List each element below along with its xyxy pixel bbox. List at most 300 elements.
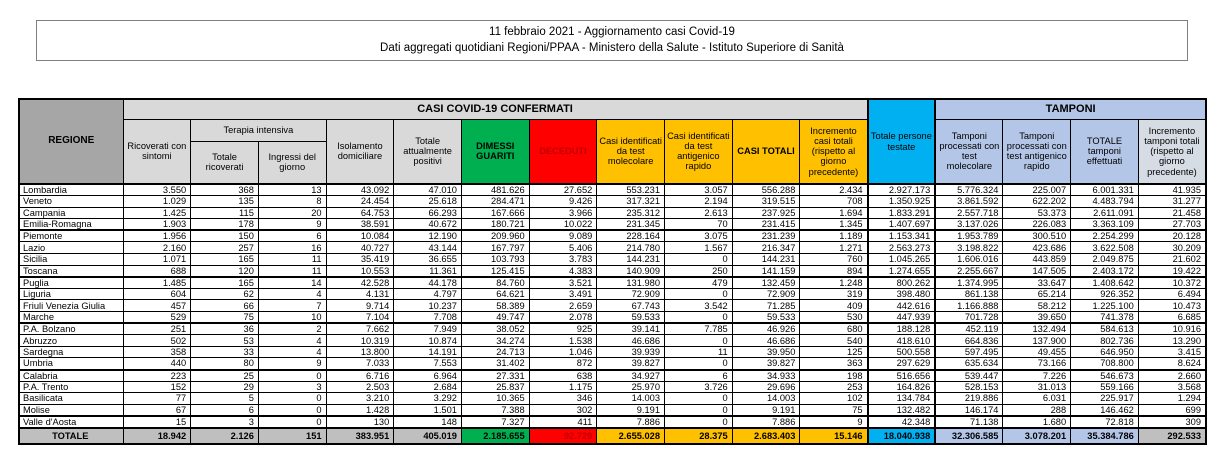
value-cell: 7.886 <box>732 416 800 428</box>
value-cell: 9.089 <box>529 230 597 242</box>
value-cell: 3 <box>191 416 259 428</box>
value-cell: 0 <box>665 335 733 347</box>
region-cell: P.A. Bolzano <box>19 323 123 335</box>
value-cell: 398.480 <box>868 288 936 300</box>
region-cell: Puglia <box>19 277 123 289</box>
value-cell: 253 <box>800 381 868 393</box>
value-cell: 1.271 <box>800 242 868 254</box>
value-cell: 6.001.331 <box>1071 184 1139 196</box>
value-cell: 559.166 <box>1071 381 1139 393</box>
value-cell: 0 <box>258 416 326 428</box>
value-cell: 7.104 <box>326 312 394 324</box>
value-cell: 14.191 <box>394 346 462 358</box>
value-cell: 3.491 <box>529 288 597 300</box>
value-cell: 58.389 <box>461 300 529 312</box>
value-cell: 70 <box>665 219 733 231</box>
value-cell: 31.013 <box>1003 381 1071 393</box>
value-cell: 66.293 <box>394 207 462 219</box>
value-cell: 16 <box>258 242 326 254</box>
value-cell: 926.352 <box>1071 288 1139 300</box>
region-cell: Abruzzo <box>19 335 123 347</box>
value-cell: 5.406 <box>529 242 597 254</box>
region-cell: Toscana <box>19 265 123 277</box>
value-cell: 646.950 <box>1071 346 1139 358</box>
value-cell: 77 <box>123 393 191 405</box>
value-cell: 5.776.324 <box>935 184 1003 196</box>
value-cell: 418.610 <box>868 335 936 347</box>
value-cell: 2.503 <box>326 381 394 393</box>
value-cell: 1.345 <box>800 219 868 231</box>
value-cell: 0 <box>258 393 326 405</box>
value-cell: 21.458 <box>1138 207 1206 219</box>
value-cell: 25 <box>191 370 259 382</box>
value-cell: 64.753 <box>326 207 394 219</box>
value-cell: 125 <box>800 346 868 358</box>
value-cell: 231.345 <box>597 219 665 231</box>
value-cell: 27.652 <box>529 184 597 196</box>
value-cell: 1.501 <box>394 404 462 416</box>
table-row <box>19 393 1206 405</box>
value-cell: 11 <box>258 265 326 277</box>
value-cell: 288 <box>1003 404 1071 416</box>
value-cell: 894 <box>800 265 868 277</box>
value-cell: 3.057 <box>665 184 733 196</box>
value-cell: 2.434 <box>800 184 868 196</box>
value-cell: 9 <box>258 219 326 231</box>
value-cell: 368 <box>191 184 259 196</box>
value-cell: 297.629 <box>868 358 936 370</box>
value-cell: 500.558 <box>868 346 936 358</box>
value-cell: 13.800 <box>326 346 394 358</box>
value-cell: 8.624 <box>1138 358 1206 370</box>
value-cell: 33.647 <box>1003 277 1071 289</box>
value-cell: 40.727 <box>326 242 394 254</box>
value-cell: 2.160 <box>123 242 191 254</box>
value-cell: 0 <box>665 254 733 266</box>
value-cell: 1.045.265 <box>868 254 936 266</box>
value-cell: 29.696 <box>732 381 800 393</box>
value-cell: 7.708 <box>394 312 462 324</box>
value-cell: 1.425 <box>123 207 191 219</box>
table-row <box>19 265 1206 277</box>
col-header-tamponi-antigenico: Tamponi processati con test antigenico rapido <box>1003 119 1071 184</box>
value-cell: 73.166 <box>1003 358 1071 370</box>
value-cell: 31.277 <box>1138 196 1206 208</box>
value-cell: 1.166.888 <box>935 300 1003 312</box>
total-value-cell: 32.306.585 <box>935 428 1003 444</box>
value-cell: 3.550 <box>123 184 191 196</box>
value-cell: 152 <box>123 381 191 393</box>
value-cell: 10.874 <box>394 335 462 347</box>
col-header-positivi: Totale attualmente positivi <box>394 119 462 184</box>
table-row <box>19 242 1206 254</box>
value-cell: 0 <box>258 404 326 416</box>
value-cell: 539.447 <box>935 370 1003 382</box>
value-cell: 423.686 <box>1003 242 1071 254</box>
value-cell: 80 <box>191 358 259 370</box>
value-cell: 0 <box>665 288 733 300</box>
value-cell: 1.903 <box>123 219 191 231</box>
value-cell: 33 <box>191 346 259 358</box>
value-cell: 130 <box>326 416 394 428</box>
value-cell: 53 <box>191 335 259 347</box>
table-body <box>19 184 1206 444</box>
value-cell: 1.606.016 <box>935 254 1003 266</box>
value-cell: 358 <box>123 346 191 358</box>
value-cell: 3.568 <box>1138 381 1206 393</box>
value-cell: 302 <box>529 404 597 416</box>
value-cell: 319.515 <box>732 196 800 208</box>
value-cell: 3.210 <box>326 393 394 405</box>
value-cell: 25.618 <box>394 196 462 208</box>
value-cell: 38.052 <box>461 323 529 335</box>
value-cell: 443.859 <box>1003 254 1071 266</box>
value-cell: 481.626 <box>461 184 529 196</box>
value-cell: 144.231 <box>732 254 800 266</box>
value-cell: 25.970 <box>597 381 665 393</box>
value-cell: 72.818 <box>1071 416 1139 428</box>
covid-table <box>18 98 1207 445</box>
value-cell: 144.231 <box>597 254 665 266</box>
value-cell: 1.833.291 <box>868 207 936 219</box>
value-cell: 20 <box>258 207 326 219</box>
value-cell: 226.083 <box>1003 219 1071 231</box>
value-cell: 10.916 <box>1138 323 1206 335</box>
col-header-totale-ricoverati: Totale ricoverati <box>191 141 259 184</box>
col-header-isolamento: Isolamento domiciliare <box>326 119 394 184</box>
value-cell: 540 <box>800 335 868 347</box>
value-cell: 4.131 <box>326 288 394 300</box>
value-cell: 36.655 <box>394 254 462 266</box>
value-cell: 529 <box>123 312 191 324</box>
col-header-ricoverati: Ricoverati con sintomi <box>123 119 191 184</box>
value-cell: 3.137.026 <box>935 219 1003 231</box>
value-cell: 7.327 <box>461 416 529 428</box>
value-cell: 1.046 <box>529 346 597 358</box>
value-cell: 1.408.642 <box>1071 277 1139 289</box>
value-cell: 4.797 <box>394 288 462 300</box>
value-cell: 346 <box>529 393 597 405</box>
value-cell: 65.214 <box>1003 288 1071 300</box>
value-cell: 872 <box>529 358 597 370</box>
value-cell: 141.159 <box>732 265 800 277</box>
region-cell: Valle d'Aosta <box>19 416 123 428</box>
value-cell: 46.686 <box>732 335 800 347</box>
value-cell: 3.966 <box>529 207 597 219</box>
region-cell: Friuli Venezia Giulia <box>19 300 123 312</box>
value-cell: 39.950 <box>732 346 800 358</box>
value-cell: 219.886 <box>935 393 1003 405</box>
value-cell: 3.542 <box>665 300 733 312</box>
value-cell: 6.964 <box>394 370 462 382</box>
value-cell: 49.455 <box>1003 346 1071 358</box>
value-cell: 10.553 <box>326 265 394 277</box>
value-cell: 2.255.667 <box>935 265 1003 277</box>
value-cell: 553.231 <box>597 184 665 196</box>
total-value-cell: 35.384.786 <box>1071 428 1139 444</box>
value-cell: 251 <box>123 323 191 335</box>
value-cell: 309 <box>1138 416 1206 428</box>
region-cell: Sardegna <box>19 346 123 358</box>
value-cell: 25.837 <box>461 381 529 393</box>
value-cell: 1.225.100 <box>1071 300 1139 312</box>
value-cell: 20.128 <box>1138 230 1206 242</box>
value-cell: 6.685 <box>1138 312 1206 324</box>
value-cell: 214.780 <box>597 242 665 254</box>
value-cell: 43.144 <box>394 242 462 254</box>
value-cell: 7.886 <box>597 416 665 428</box>
region-cell: Piemonte <box>19 230 123 242</box>
value-cell: 708 <box>800 196 868 208</box>
value-cell: 2.254.299 <box>1071 230 1139 242</box>
value-cell: 14.003 <box>732 393 800 405</box>
value-cell: 2.563.273 <box>868 242 936 254</box>
value-cell: 134.784 <box>868 393 936 405</box>
value-cell: 84.760 <box>461 277 529 289</box>
total-value-cell: 2.126 <box>191 428 259 444</box>
value-cell: 39.827 <box>732 358 800 370</box>
value-cell: 15 <box>123 416 191 428</box>
value-cell: 3.292 <box>394 393 462 405</box>
value-cell: 3.415 <box>1138 346 1206 358</box>
report-title: 11 febbraio 2021 - Aggiornamento casi Covid-19 <box>489 26 735 38</box>
value-cell: 3.521 <box>529 277 597 289</box>
total-label-cell: TOTALE <box>19 428 123 444</box>
value-cell: 546.673 <box>1071 370 1139 382</box>
table-row <box>19 346 1206 358</box>
value-cell: 31.402 <box>461 358 529 370</box>
total-value-cell: 3.078.201 <box>1003 428 1071 444</box>
value-cell: 502 <box>123 335 191 347</box>
col-header-deceduti: DECEDUTI <box>529 119 597 184</box>
value-cell: 2.194 <box>665 196 733 208</box>
value-cell: 40.672 <box>394 219 462 231</box>
value-cell: 9 <box>258 358 326 370</box>
value-cell: 10.473 <box>1138 300 1206 312</box>
value-cell: 62 <box>191 288 259 300</box>
value-cell: 71.138 <box>935 416 1003 428</box>
value-cell: 10.319 <box>326 335 394 347</box>
value-cell: 19.422 <box>1138 265 1206 277</box>
value-cell: 165 <box>191 277 259 289</box>
value-cell: 10.365 <box>461 393 529 405</box>
value-cell: 2.927.173 <box>868 184 936 196</box>
value-cell: 178 <box>191 219 259 231</box>
value-cell: 38.591 <box>326 219 394 231</box>
value-cell: 58.212 <box>1003 300 1071 312</box>
value-cell: 4 <box>258 335 326 347</box>
band-tamponi: TAMPONI <box>935 99 1206 119</box>
value-cell: 257 <box>191 242 259 254</box>
value-cell: 10 <box>258 312 326 324</box>
value-cell: 319 <box>800 288 868 300</box>
value-cell: 1.175 <box>529 381 597 393</box>
region-cell: Campania <box>19 207 123 219</box>
value-cell: 250 <box>665 265 733 277</box>
value-cell: 7.226 <box>1003 370 1071 382</box>
value-cell: 635.634 <box>935 358 1003 370</box>
table-row <box>19 381 1206 393</box>
value-cell: 802.736 <box>1071 335 1139 347</box>
value-cell: 741.378 <box>1071 312 1139 324</box>
region-cell: P.A. Trento <box>19 381 123 393</box>
table-row <box>19 312 1206 324</box>
value-cell: 0 <box>665 404 733 416</box>
value-cell: 216.347 <box>732 242 800 254</box>
value-cell: 3.198.822 <box>935 242 1003 254</box>
value-cell: 10.237 <box>394 300 462 312</box>
value-cell: 66 <box>191 300 259 312</box>
value-cell: 701.728 <box>935 312 1003 324</box>
value-cell: 9 <box>800 416 868 428</box>
value-cell: 75 <box>800 404 868 416</box>
value-cell: 131.980 <box>597 277 665 289</box>
value-cell: 53.373 <box>1003 207 1071 219</box>
value-cell: 664.836 <box>935 335 1003 347</box>
value-cell: 2.403.172 <box>1071 265 1139 277</box>
value-cell: 4.483.794 <box>1071 196 1139 208</box>
table-row <box>19 184 1206 196</box>
value-cell: 7.388 <box>461 404 529 416</box>
value-cell: 39.650 <box>1003 312 1071 324</box>
value-cell: 102 <box>800 393 868 405</box>
value-cell: 2 <box>258 323 326 335</box>
region-cell: Lombardia <box>19 184 123 196</box>
table-row <box>19 323 1206 335</box>
value-cell: 7.785 <box>665 323 733 335</box>
total-value-cell: 18.040.938 <box>868 428 936 444</box>
value-cell: 9.714 <box>326 300 394 312</box>
value-cell: 3.783 <box>529 254 597 266</box>
value-cell: 6.031 <box>1003 393 1071 405</box>
value-cell: 223 <box>123 370 191 382</box>
value-cell: 1.374.995 <box>935 277 1003 289</box>
value-cell: 11.361 <box>394 265 462 277</box>
value-cell: 27.331 <box>461 370 529 382</box>
value-cell: 235.312 <box>597 207 665 219</box>
table-row <box>19 219 1206 231</box>
value-cell: 0 <box>258 370 326 382</box>
value-cell: 228.164 <box>597 230 665 242</box>
value-cell: 1.567 <box>665 242 733 254</box>
col-header-ingressi-giorno: Ingressi del giorno <box>258 141 326 184</box>
value-cell: 0 <box>665 393 733 405</box>
value-cell: 36 <box>191 323 259 335</box>
table-row <box>19 207 1206 219</box>
value-cell: 140.909 <box>597 265 665 277</box>
value-cell: 11 <box>665 346 733 358</box>
value-cell: 1.680 <box>1003 416 1071 428</box>
value-cell: 132.459 <box>732 277 800 289</box>
value-cell: 447.939 <box>868 312 936 324</box>
value-cell: 64.621 <box>461 288 529 300</box>
value-cell: 7.949 <box>394 323 462 335</box>
value-cell: 30.209 <box>1138 242 1206 254</box>
value-cell: 284.471 <box>461 196 529 208</box>
value-cell: 6 <box>258 230 326 242</box>
value-cell: 440 <box>123 358 191 370</box>
value-cell: 409 <box>800 300 868 312</box>
value-cell: 7 <box>258 300 326 312</box>
total-value-cell: 28.375 <box>665 428 733 444</box>
table-header <box>19 99 1206 184</box>
total-row <box>19 428 1206 444</box>
value-cell: 3.622.508 <box>1071 242 1139 254</box>
value-cell: 1.071 <box>123 254 191 266</box>
value-cell: 132.494 <box>1003 323 1071 335</box>
region-cell: Calabria <box>19 370 123 382</box>
value-cell: 29 <box>191 381 259 393</box>
col-header-tamponi-molecolare: Tamponi processati con test molecolare <box>935 119 1003 184</box>
value-cell: 43.092 <box>326 184 394 196</box>
value-cell: 3.075 <box>665 230 733 242</box>
value-cell: 0 <box>665 358 733 370</box>
col-header-incremento-casi: Incremento casi totali (rispetto al giorno precedente) <box>800 119 868 184</box>
value-cell: 34.927 <box>597 370 665 382</box>
value-cell: 75 <box>191 312 259 324</box>
value-cell: 317.321 <box>597 196 665 208</box>
value-cell: 24.454 <box>326 196 394 208</box>
total-value-cell: 2.185.655 <box>461 428 529 444</box>
value-cell: 2.049.875 <box>1071 254 1139 266</box>
value-cell: 4 <box>258 346 326 358</box>
value-cell: 46.686 <box>597 335 665 347</box>
value-cell: 44.178 <box>394 277 462 289</box>
value-cell: 363 <box>800 358 868 370</box>
value-cell: 6 <box>665 370 733 382</box>
value-cell: 146.174 <box>935 404 1003 416</box>
value-cell: 209.960 <box>461 230 529 242</box>
value-cell: 1.029 <box>123 196 191 208</box>
value-cell: 6 <box>191 404 259 416</box>
value-cell: 452.119 <box>935 323 1003 335</box>
value-cell: 530 <box>800 312 868 324</box>
value-cell: 125.415 <box>461 265 529 277</box>
value-cell: 7.662 <box>326 323 394 335</box>
value-cell: 442.616 <box>868 300 936 312</box>
value-cell: 13 <box>258 184 326 196</box>
value-cell: 2.660 <box>1138 370 1206 382</box>
value-cell: 188.128 <box>868 323 936 335</box>
value-cell: 3.726 <box>665 381 733 393</box>
region-cell: Molise <box>19 404 123 416</box>
value-cell: 11 <box>258 254 326 266</box>
value-cell: 67 <box>123 404 191 416</box>
total-value-cell: 18.942 <box>123 428 191 444</box>
value-cell: 35.419 <box>326 254 394 266</box>
value-cell: 39.141 <box>597 323 665 335</box>
report-header <box>36 20 1188 61</box>
value-cell: 1.953.789 <box>935 230 1003 242</box>
value-cell: 34.933 <box>732 370 800 382</box>
table-row <box>19 196 1206 208</box>
value-cell: 10.372 <box>1138 277 1206 289</box>
value-cell: 14.003 <box>597 393 665 405</box>
table-row <box>19 277 1206 289</box>
band-terapia-intensiva: Terapia intensiva <box>191 119 326 141</box>
value-cell: 4.383 <box>529 265 597 277</box>
value-cell: 1.694 <box>800 207 868 219</box>
value-cell: 1.407.697 <box>868 219 936 231</box>
value-cell: 300.510 <box>1003 230 1071 242</box>
value-cell: 597.495 <box>935 346 1003 358</box>
value-cell: 34.274 <box>461 335 529 347</box>
value-cell: 198 <box>800 370 868 382</box>
value-cell: 132.482 <box>868 404 936 416</box>
table-row <box>19 358 1206 370</box>
value-cell: 925 <box>529 323 597 335</box>
col-header-casi-antigenico: Casi identificati da test antigenico rapido <box>665 119 733 184</box>
